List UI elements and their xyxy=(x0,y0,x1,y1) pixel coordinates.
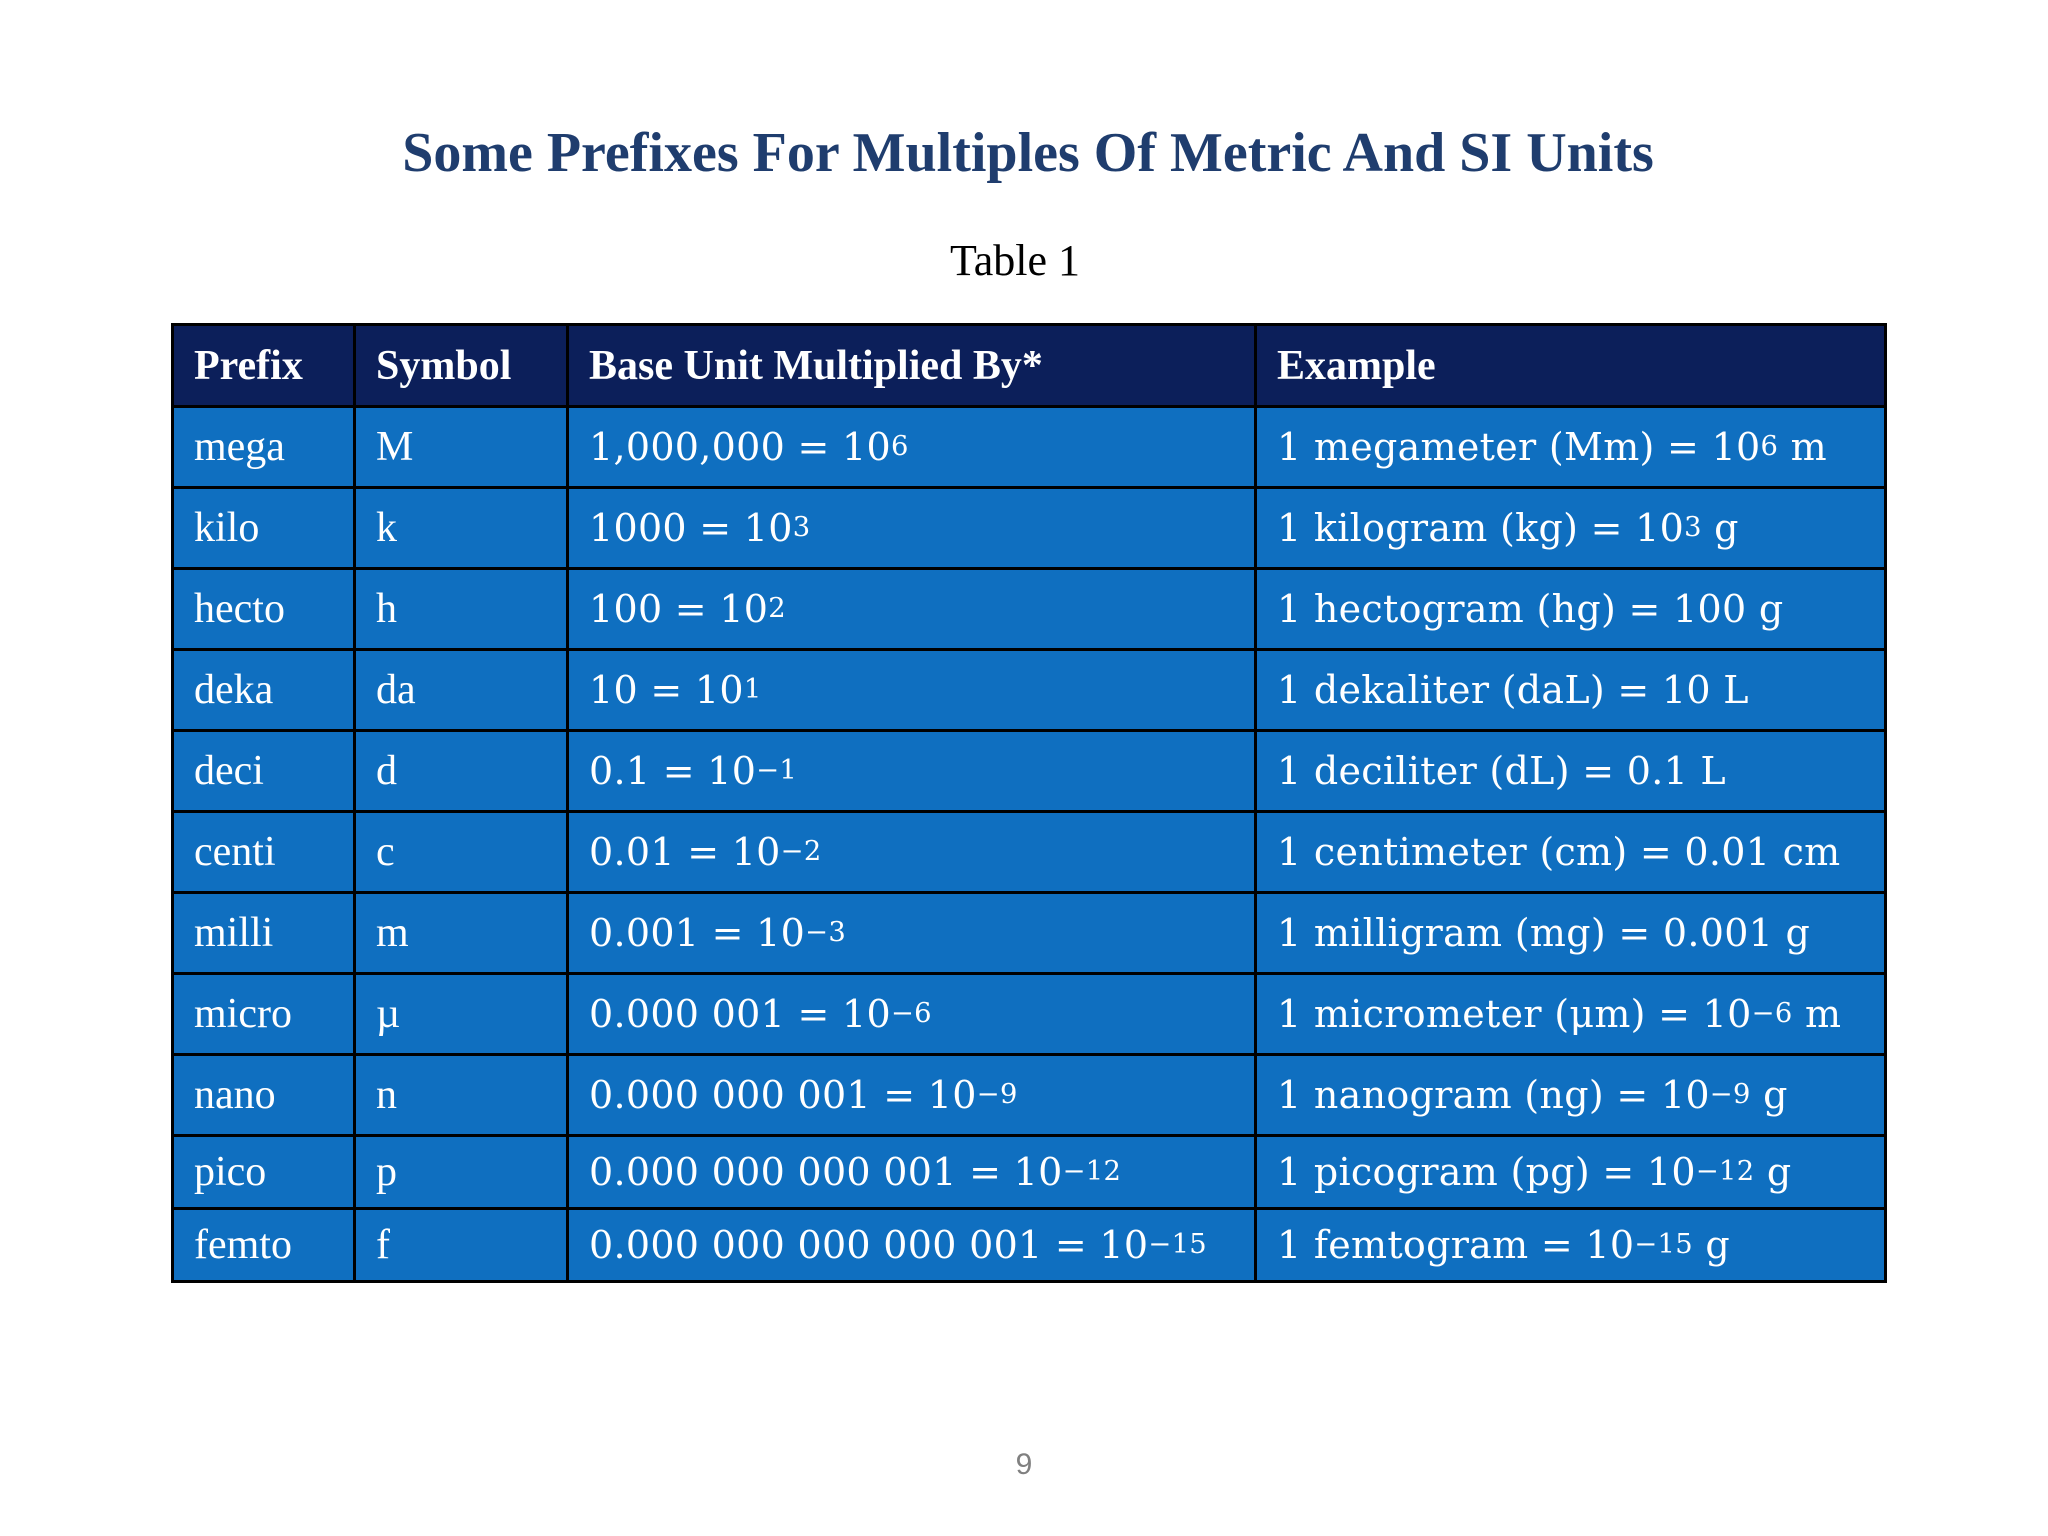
prefix-table xyxy=(171,323,1887,1283)
symbol-cell: p xyxy=(355,1136,568,1209)
symbol-cell: m xyxy=(355,893,568,974)
example-text: 1 deciliter (dL) = 0.1 L xyxy=(1277,749,1726,793)
example-unit: g xyxy=(1754,1150,1792,1194)
example-cell xyxy=(1256,650,1886,731)
example-exponent: −9 xyxy=(1709,1078,1751,1110)
example-text: 1 femtogram = 10 xyxy=(1277,1223,1635,1267)
symbol-cell: da xyxy=(355,650,568,731)
table-row xyxy=(173,1209,1886,1282)
base-value: 0.1 = 10 xyxy=(589,749,757,793)
example-cell xyxy=(1256,1055,1886,1136)
example-unit: m xyxy=(1792,992,1842,1036)
prefix-cell: milli xyxy=(173,893,355,974)
table-header-row xyxy=(173,325,1886,407)
base-value: 10 = 10 xyxy=(589,668,744,712)
prefix-cell: deka xyxy=(173,650,355,731)
example-text: 1 nanogram (ng) = 10 xyxy=(1277,1073,1710,1117)
base-exponent: −6 xyxy=(890,997,932,1029)
example-text: 1 megameter (Mm) = 10 xyxy=(1277,425,1761,469)
table-row xyxy=(173,407,1886,488)
base-exponent: 2 xyxy=(768,592,787,624)
base-unit-cell xyxy=(568,569,1256,650)
example-text: 1 dekaliter (daL) = 10 L xyxy=(1277,668,1749,712)
prefix-cell: mega xyxy=(173,407,355,488)
table-row xyxy=(173,893,1886,974)
base-value: 0.000 000 000 001 = 10 xyxy=(589,1150,1063,1194)
base-value: 1,000,000 = 10 xyxy=(589,425,891,469)
symbol-cell: h xyxy=(355,569,568,650)
header-symbol: Symbol xyxy=(355,325,568,407)
table-caption: Table 1 xyxy=(949,236,1081,285)
table-body xyxy=(173,407,1886,1282)
prefix-cell: deci xyxy=(173,731,355,812)
example-text: 1 picogram (pg) = 10 xyxy=(1277,1150,1696,1194)
base-value: 0.000 001 = 10 xyxy=(589,992,891,1036)
symbol-cell: k xyxy=(355,488,568,569)
base-value: 1000 = 10 xyxy=(589,506,793,550)
table-row xyxy=(173,1055,1886,1136)
base-exponent: −9 xyxy=(976,1078,1018,1110)
example-text: 1 centimeter (cm) = 0.01 cm xyxy=(1277,830,1841,874)
example-cell xyxy=(1256,974,1886,1055)
example-unit: g xyxy=(1692,1223,1730,1267)
header-prefix: Prefix xyxy=(173,325,355,407)
prefix-cell: kilo xyxy=(173,488,355,569)
prefix-cell: pico xyxy=(173,1136,355,1209)
example-cell xyxy=(1256,488,1886,569)
base-unit-cell xyxy=(568,1055,1256,1136)
base-unit-cell xyxy=(568,650,1256,731)
example-text: 1 micrometer (μm) = 10 xyxy=(1277,992,1752,1036)
example-cell xyxy=(1256,1209,1886,1282)
example-cell xyxy=(1256,569,1886,650)
base-value: 100 = 10 xyxy=(589,587,769,631)
header-example: Example xyxy=(1256,325,1886,407)
table-row xyxy=(173,731,1886,812)
example-cell xyxy=(1256,893,1886,974)
header-base-unit: Base Unit Multiplied By* xyxy=(568,325,1256,407)
base-unit-cell xyxy=(568,1209,1256,1282)
symbol-cell: c xyxy=(355,812,568,893)
base-value: 0.000 000 001 = 10 xyxy=(589,1073,977,1117)
example-text: 1 milligram (mg) = 0.001 g xyxy=(1277,911,1811,955)
prefix-cell: hecto xyxy=(173,569,355,650)
example-cell xyxy=(1256,407,1886,488)
example-cell xyxy=(1256,812,1886,893)
example-text: 1 hectogram (hg) = 100 g xyxy=(1277,587,1784,631)
example-exponent: −15 xyxy=(1634,1228,1693,1260)
base-unit-cell xyxy=(568,893,1256,974)
base-value: 0.01 = 10 xyxy=(589,830,781,874)
example-exponent: 3 xyxy=(1684,511,1702,543)
base-value: 0.001 = 10 xyxy=(589,911,806,955)
page-title: Some Prefixes For Multiples Of Metric And SI Units xyxy=(402,122,1654,184)
base-exponent: −1 xyxy=(756,754,798,786)
base-unit-cell xyxy=(568,488,1256,569)
table-row xyxy=(173,650,1886,731)
example-unit: g xyxy=(1701,506,1739,550)
prefix-cell: femto xyxy=(173,1209,355,1282)
example-exponent: −12 xyxy=(1695,1155,1755,1187)
example-text: 1 kilogram (kg) = 10 xyxy=(1277,506,1685,550)
base-unit-cell xyxy=(568,1136,1256,1209)
base-unit-cell xyxy=(568,407,1256,488)
symbol-cell: µ xyxy=(355,974,568,1055)
base-exponent: −15 xyxy=(1148,1228,1208,1260)
example-exponent: 6 xyxy=(1760,430,1779,462)
table-row xyxy=(173,812,1886,893)
base-value: 0.000 000 000 000 001 = 10 xyxy=(589,1223,1149,1267)
symbol-cell: f xyxy=(355,1209,568,1282)
base-exponent: −12 xyxy=(1062,1155,1122,1187)
page-number: 9 xyxy=(1015,1448,1033,1481)
symbol-cell: d xyxy=(355,731,568,812)
base-exponent: 1 xyxy=(743,673,762,705)
example-cell xyxy=(1256,1136,1886,1209)
table-row xyxy=(173,974,1886,1055)
prefix-cell: micro xyxy=(173,974,355,1055)
prefix-cell: centi xyxy=(173,812,355,893)
symbol-cell: M xyxy=(355,407,568,488)
base-exponent: 3 xyxy=(792,511,811,543)
table-row xyxy=(173,1136,1886,1209)
example-unit: g xyxy=(1750,1073,1788,1117)
example-exponent: −6 xyxy=(1751,997,1793,1029)
prefix-table-container xyxy=(171,323,1883,1283)
example-unit: m xyxy=(1778,425,1827,469)
example-cell xyxy=(1256,731,1886,812)
base-exponent: −3 xyxy=(805,916,847,948)
base-unit-cell xyxy=(568,812,1256,893)
base-exponent: 6 xyxy=(890,430,909,462)
table-row xyxy=(173,488,1886,569)
base-unit-cell xyxy=(568,974,1256,1055)
table-row xyxy=(173,569,1886,650)
prefix-cell: nano xyxy=(173,1055,355,1136)
base-unit-cell xyxy=(568,731,1256,812)
symbol-cell: n xyxy=(355,1055,568,1136)
base-exponent: −2 xyxy=(780,835,822,867)
